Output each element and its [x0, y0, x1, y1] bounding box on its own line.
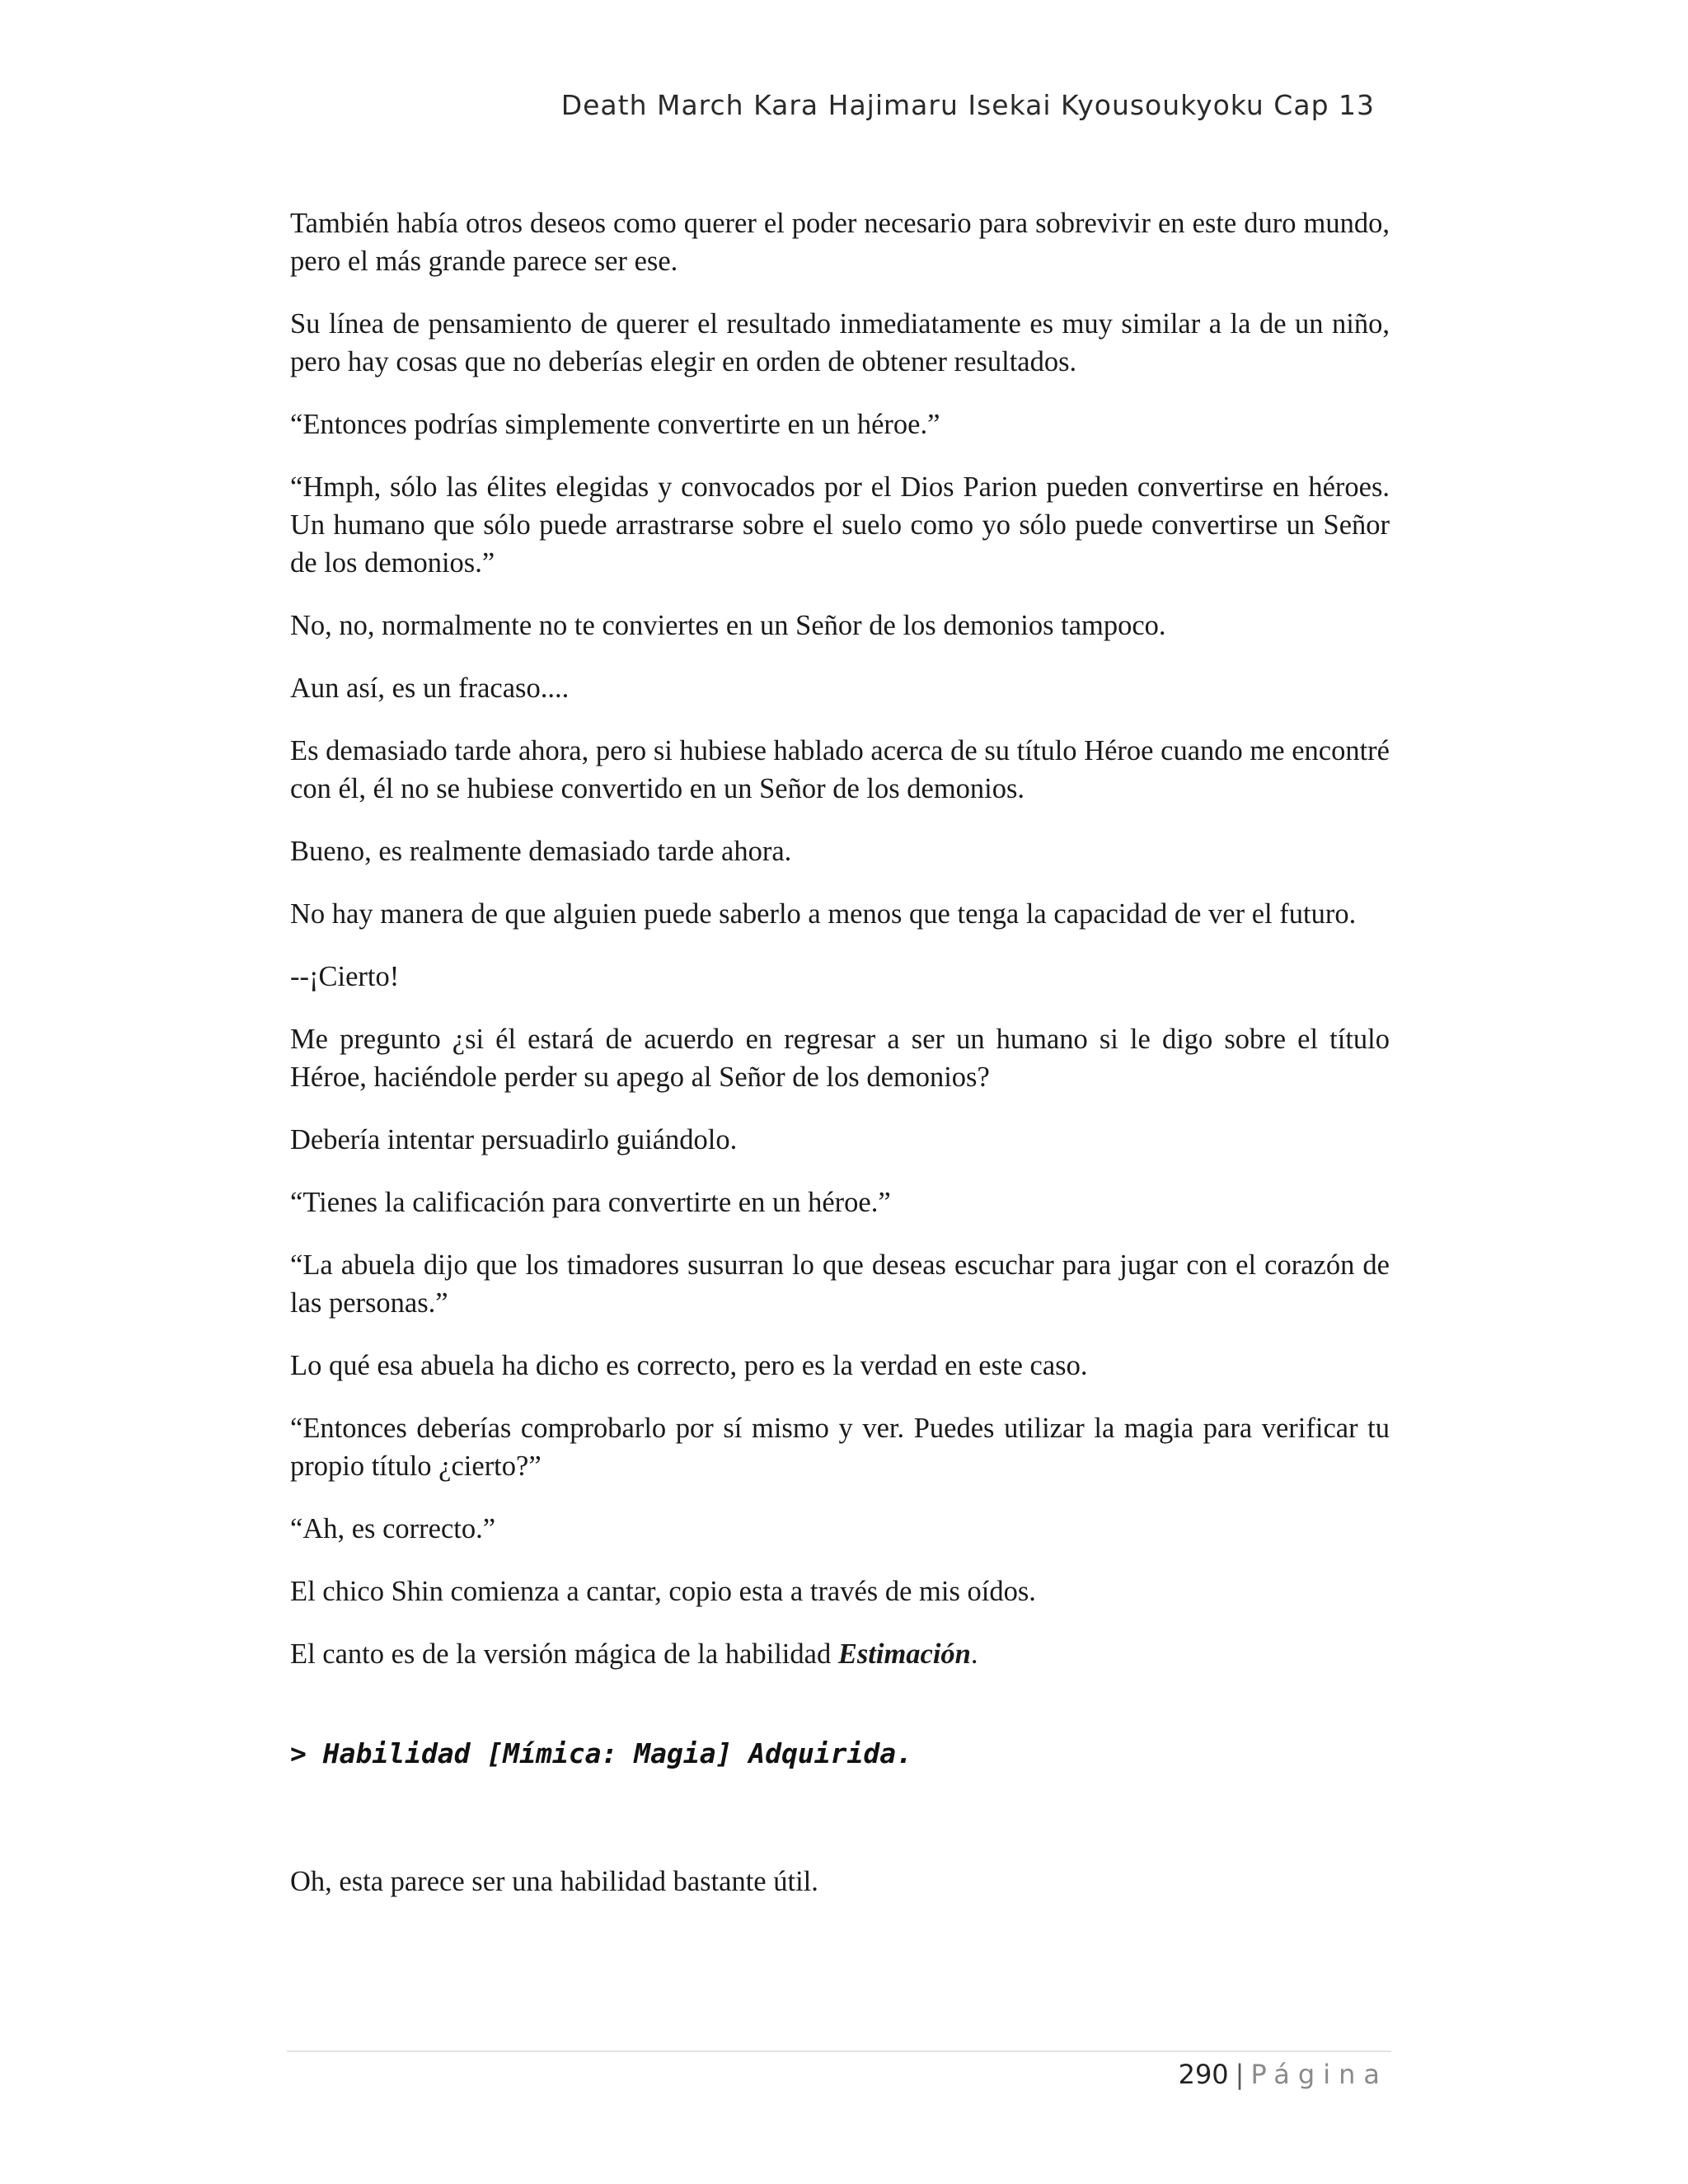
paragraph: No hay manera de que alguien puede saberlo a menos que tenga la capacidad de ver el futuro. — [290, 898, 1357, 930]
paragraph: “Ah, es correcto.” — [290, 1513, 496, 1544]
system-message: > Habilidad [Mímica: Magia] Adquirida. — [290, 1737, 912, 1769]
paragraph: También había otros deseos como querer el poder necesario para sobrevivir en este duro mundo, pero el más grande parece ser ese. — [290, 208, 1390, 277]
paragraph: Es demasiado tarde ahora, pero si hubiese hablado acerca de su título Héroe cuando me encontré con él, él no se hubiese convertido en un Señor de los demonios. — [290, 735, 1390, 804]
paragraph: Aun así, es un fracaso.... — [290, 673, 570, 704]
running-header: Death March Kara Hajimaru Isekai Kyousoukyoku Cap 13 — [560, 89, 1375, 121]
paragraph: Debería intentar persuadirlo guiándolo. — [290, 1124, 738, 1155]
paragraph: “Tienes la calificación para convertirte en un héroe.” — [290, 1187, 891, 1218]
paragraph: Me pregunto ¿si él estará de acuerdo en regresar a ser un humano si le digo sobre el título Héroe, haciéndole perder su apego al Señor de los demonios? — [290, 1024, 1390, 1093]
paragraph: Su línea de pensamiento de querer el resultado inmediatamente es muy similar a la de un niño, pero hay cosas que no deberías elegir en orden de obtener resultados. — [290, 308, 1390, 377]
paragraph: “Entonces deberías comprobarlo por sí mismo y ver. Puedes utilizar la magia para verificar tu propio título ¿cierto?” — [290, 1413, 1390, 1482]
paragraph: Oh, esta parece ser una habilidad bastante útil. — [290, 1866, 818, 1897]
paragraph: El chico Shin comienza a cantar, copio esta a través de mis oídos. — [290, 1576, 1036, 1607]
page-label: Página — [1250, 2059, 1388, 2090]
chant-paragraph — [290, 1635, 1390, 1673]
footer-divider — [287, 2050, 1391, 2052]
page-footer — [1179, 2059, 1388, 2090]
page-number: 290 — [1178, 2059, 1229, 2090]
chant-end: . — [970, 1638, 978, 1670]
paragraph: Bueno, es realmente demasiado tarde ahora. — [290, 836, 792, 867]
paragraph: “Entonces podrías simplemente convertirte en un héroe.” — [290, 409, 940, 440]
paragraph: No, no, normalmente no te conviertes en un Señor de los demonios tampoco. — [290, 610, 1166, 641]
paragraph: Lo qué esa abuela ha dicho es correcto, pero es la verdad en este caso. — [290, 1350, 1088, 1381]
footer-separator: | — [1235, 2059, 1245, 2090]
page-body — [290, 204, 1390, 1925]
chant-text: El canto es de la versión mágica de la habilidad — [290, 1638, 838, 1670]
skill-name: Estimación — [837, 1638, 971, 1670]
paragraph: “La abuela dijo que los timadores susurran lo que deseas escuchar para jugar con el corazón de las personas.” — [290, 1249, 1390, 1319]
paragraph: “Hmph, sólo las élites elegidas y convocados por el Dios Parion pueden convertirse en héroes. Un humano que sólo puede arrastrarse sobre el suelo como yo sólo puede convertirse un Señor de los demonios.” — [290, 471, 1390, 579]
paragraph: --¡Cierto! — [290, 961, 400, 992]
